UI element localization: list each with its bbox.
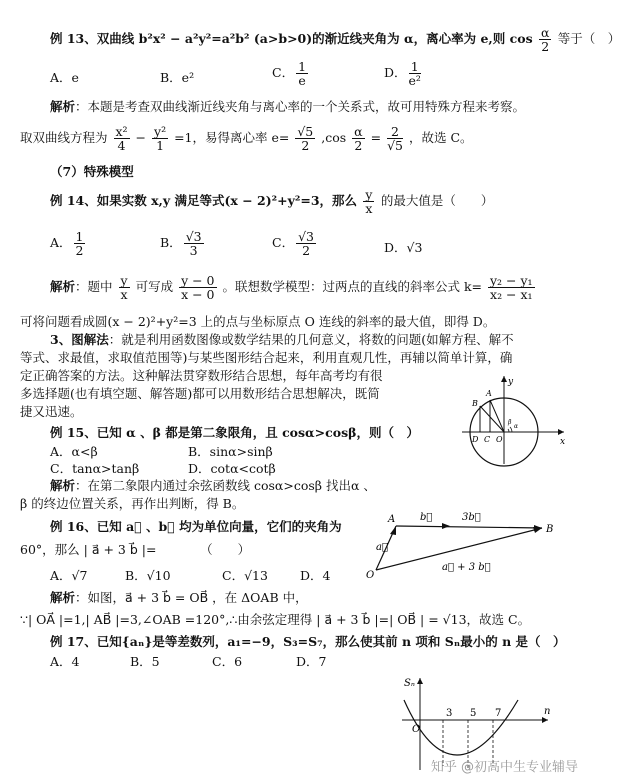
- graph-method-5: 捷又迅速。: [20, 404, 83, 419]
- circle-label-alpha: α: [514, 423, 519, 430]
- sn-tick-5: 5: [470, 708, 477, 719]
- graph-method-3: 定正确答案的方法。这种解法贯穿数形结合思想，每年高考均有很: [20, 368, 383, 383]
- vec-label-b: b⃗: [420, 512, 433, 523]
- sn-label-s: Sₙ: [404, 678, 415, 689]
- ex14-option-a: A． $\frac{1}{2}$: [50, 229, 84, 258]
- circle-label-o: O: [496, 435, 503, 444]
- vec-label-sum: a⃗ + 3 b⃗: [442, 562, 491, 573]
- unit-circle-figure: [452, 372, 570, 466]
- circle-label-beta: β: [508, 419, 512, 426]
- ex14-analysis-1: 解析：题中 $\frac{y}{x}$ 可写成 $\frac{y - 0}{x - 0}$ 。联想数学模型：过两点的直线的斜率公式 k= $\frac{\text{y₂ − y₁}}{\text{x₂ − x₁}}$: [50, 273, 533, 302]
- watermark: 知乎 @初高中生专业辅导: [430, 760, 578, 775]
- ex17-title: 例 17、已知{aₙ}是等差数列，a₁=−9，S₃=S₇，那么使其前 n 项和 Sₙ最小的 n 是（ ）: [50, 634, 566, 649]
- sn-label-n: n: [544, 706, 551, 717]
- ex15-analysis-2: β 的终边位置关系，再作出判断，得 B。: [20, 496, 245, 511]
- ex13-analysis-1: 解析：本题是考查双曲线渐近线夹角与离心率的一个关系式，故可用特殊方程来考察。: [50, 99, 526, 114]
- vector-figure: [362, 506, 562, 584]
- ex13-option-a: A．e: [50, 70, 79, 85]
- ex17-option-a: A．4: [50, 654, 80, 669]
- circle-label-d: D: [472, 435, 479, 444]
- ex17-option-c: C．6: [212, 654, 243, 669]
- ex15-option-a: A．α<β: [50, 444, 98, 459]
- ex13-option-b: B．e²: [160, 70, 195, 85]
- sn-tick-3: 3: [446, 708, 453, 719]
- vec-label-o: O: [366, 570, 375, 581]
- ex14-option-d: D．√3: [384, 240, 423, 255]
- ex16-option-c: C．√13: [222, 568, 268, 583]
- ex15-option-b: B．sinα>sinβ: [188, 444, 273, 459]
- ex13-analysis-2: 取双曲线方程为 $\frac{\text{x²}}{4}$ − $\frac{\text{y²}}{1}$ =1，易得离心率 e= $\frac{√5}{2}$ ,cos $\frac{\alpha}{2}$ = $\frac{2}{√5}$ ，故选 C。: [20, 124, 473, 153]
- vec-label-b-point: B: [546, 524, 554, 535]
- circle-label-b: B: [472, 399, 478, 408]
- ex13-option-c: C． $\frac{1}{e}$: [272, 59, 307, 88]
- ex16-option-d: D．4: [300, 568, 331, 583]
- ex15-option-c: C．tanα>tanβ: [50, 461, 140, 476]
- ex16-title: 例 16、已知 a⃗ 、b⃗ 均为单位向量，它们的夹角为: [50, 519, 342, 534]
- graph-method-2: 等式、求最值，求取值范围等)与某些图形结合起来，利用直观几性，再辅以简单计算，确: [20, 350, 513, 365]
- sn-tick-7: 7: [495, 708, 502, 719]
- vec-label-a: a⃗: [376, 542, 388, 553]
- ex13-option-d: D． $\frac{1}{\text{e²}}$: [384, 59, 421, 88]
- section-special-model: （7）特殊模型: [50, 164, 134, 179]
- circle-label-x: x: [560, 437, 566, 447]
- ex16-option-a: A．√7: [50, 568, 88, 583]
- ex14-analysis-2: 可将问题看成圆(x − 2)²+y²=3 上的点与坐标原点 O 连线的斜率的最大值，即得 D。: [20, 314, 496, 329]
- ex17-option-b: B．5: [130, 654, 160, 669]
- ex13-title: 例 13、双曲线 b²x² − a²y²=a²b² (a>b>0)的渐近线夹角为 α，离心率为 e,则 cos $\frac{\alpha}{2}$ 等于（ ）: [50, 25, 620, 54]
- ex16-line-2: 60°，那么 | a⃗ + 3 b⃗ |= （ ）: [20, 542, 251, 557]
- vec-label-a-point: A: [388, 514, 396, 525]
- ex15-analysis-1: 解析：在第二象限内通过余弦函数线 cosα>cosβ 找出α 、: [50, 478, 376, 493]
- ex14-title: 例 14、如果实数 x,y 满足等式(x − 2)²+y²=3，那么 $\frac{y}{x}$ 的最大值是（ ）: [50, 187, 494, 216]
- ex14-option-c: C． $\frac{√3}{2}$: [272, 229, 314, 258]
- ex17-option-d: D．7: [296, 654, 327, 669]
- circle-label-y: y: [508, 377, 514, 387]
- ex16-option-b: B．√10: [125, 568, 171, 583]
- ex16-analysis-2: ∵| OA⃗ |=1,| AB⃗ |=3,∠OAB =120°,∴由余弦定理得 | a⃗ + 3 b⃗ |=| OB⃗ | = √13，故选 C。: [20, 612, 531, 627]
- ex15-title: 例 15、已知 α 、β 都是第二象限角，且 cosα>cosβ，则（ ）: [50, 425, 419, 440]
- circle-label-c: C: [484, 435, 491, 444]
- ex15-option-d: D．cotα<cotβ: [188, 461, 276, 476]
- ex16-analysis-1: 解析：如图，a⃗ + 3 b⃗ = OB⃗ ，在 ΔOAB 中，: [50, 590, 308, 605]
- circle-label-a: A: [486, 389, 492, 398]
- ex14-option-b: B． $\frac{√3}{3}$: [160, 229, 202, 258]
- vec-label-3b: 3b⃗: [462, 512, 481, 523]
- sn-label-o: O: [412, 724, 421, 735]
- graph-method-4: 多选择题(也有填空题、解答题)都可以用数形结合思想解决，既简: [20, 386, 380, 401]
- graph-method-1: 3、图解法：就是利用函数图像或数学结果的几何意义，将数的问题(如解方程、解不: [50, 332, 514, 347]
